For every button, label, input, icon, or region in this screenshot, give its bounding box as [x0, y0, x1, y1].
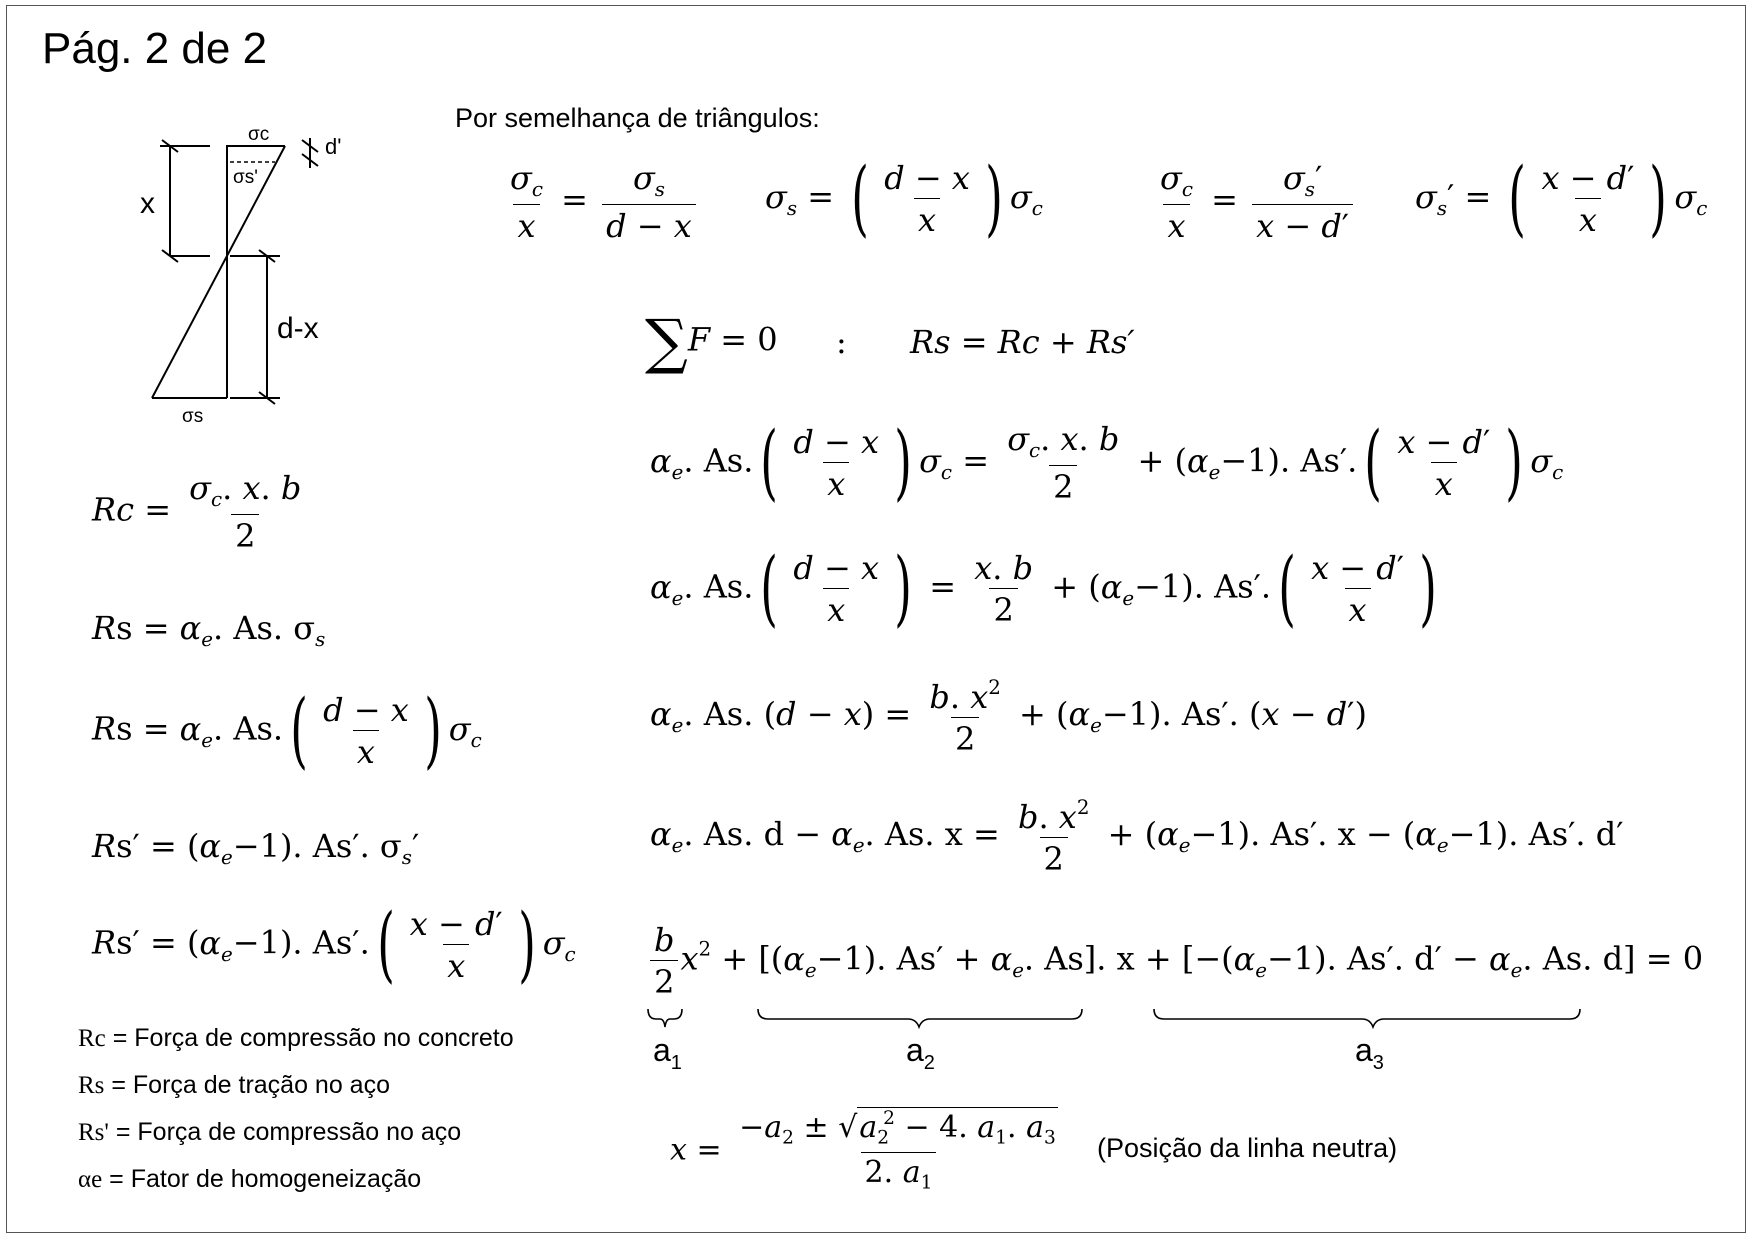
diagram-sigma-s-prime: σs'	[233, 167, 258, 188]
eq-separator: :	[836, 323, 847, 361]
eq-sum-forces: ∑F = 0	[645, 307, 778, 377]
diagram-sigma-c: σc	[248, 124, 270, 145]
legend-symbol: αe	[78, 1166, 103, 1193]
eq-sigma-ratio-1: $\frac{\sigma_c}{x}$ = $\frac{\sigma_s}{d - x}$	[502, 162, 700, 242]
eq-derivation-4: $\alpha_e$. As. $d - \alpha_e$. As. x = $\frac{b. x^2}{2}$ + $(\alpha_e-1)$. As′. $x - (\alpha_e-1)$. As′. d′	[650, 796, 1624, 878]
eq-rs-1: $Rs = \alpha_e$. As. $\sigma_s$	[92, 609, 326, 651]
eq-neutral-line-position: x = $\frac{-a_2 \pm √a_2^2 - 4. a_1. a_3}{2. a_1}$	[670, 1108, 1056, 1194]
eq-sigma-s: $\sigma_s$ = ( $\frac{d - x}{x}$ ) $\sigma_c$	[765, 151, 1043, 246]
legend-symbol: Rs'	[78, 1119, 109, 1146]
section-heading: Por semelhança de triângulos:	[455, 103, 820, 133]
underbraces	[640, 1005, 1640, 1035]
legend-item-rs	[78, 1071, 390, 1100]
eq-derivation-1: $\alpha_e$. As. ( $\frac{d - x}{x}$ ) $\sigma_c$ = $\frac{\sigma_c. x. b}{2}$ + $(\alpha_e-1)$. As′. ( $\frac{x - d'}{x}$ ) $\sigma_c$	[650, 415, 1564, 510]
brace-label-a2: $a_2$	[906, 1032, 935, 1074]
eq-rc: Rc = $\frac{\sigma_c. x. b}{2}$	[92, 469, 302, 555]
brace-label-a1: $a_1$	[653, 1032, 682, 1074]
legend-symbol: Rc	[78, 1025, 106, 1052]
legend-symbol: Rs	[78, 1072, 105, 1099]
eq-rs-balance: Rs = Rc + Rs′	[910, 323, 1135, 361]
eq-derivation-2: $\alpha_e$. As. ( $\frac{d - x}{x}$ ) = $\frac{x. b}{2}$ + $(\alpha_e-1)$. As′. ( $\frac{x - d'}{x}$ )	[650, 541, 1437, 636]
legend-text: = Força de compressão no aço	[108, 1118, 462, 1146]
eq-rs-prime-1: $Rs' = (\alpha_e-1)$. As′. $\sigma_s'$	[92, 827, 420, 869]
diagram-d-minus-x-label: d-x	[277, 312, 319, 345]
legend-text: = Fator de homogeneização	[102, 1165, 422, 1193]
legend-text: = Força de tração no aço	[104, 1071, 390, 1099]
legend-item-alpha-e	[78, 1165, 421, 1194]
legend-text: = Força de compressão no concreto	[105, 1024, 514, 1052]
diagram-d-prime: d'	[325, 134, 342, 159]
stress-diagram	[130, 120, 390, 430]
neutral-line-note: (Posição da linha neutra)	[1097, 1133, 1398, 1163]
eq-rs-prime-2: $Rs' = (\alpha_e-1)$. As′. ( $\frac{x - d'}{x}$ ) $\sigma_c$	[92, 897, 576, 992]
eq-rs-2: $Rs = \alpha_e$. As. ( $\frac{d - x}{x}$ ) $\sigma_c$	[92, 683, 482, 778]
eq-sigma-ratio-2: $\frac{\sigma_c}{x}$ = $\frac{\sigma_s'}{x - d'}$	[1152, 162, 1357, 242]
page-number: Pág. 2 de 2	[42, 24, 268, 73]
eq-quadratic: $\frac{b}{2}$ $x^2 + [(\alpha_e-1)$. $As' + \alpha_e$. As]. $x + [-(\alpha_e-1)$. As′. $d' - \alpha_e$. As. d] = 0	[650, 924, 1703, 998]
legend-item-rs-prime	[78, 1118, 461, 1147]
eq-sigma-s-prime: $\sigma_s'$ = ( $\frac{x - d'}{x}$ ) $\sigma_c$	[1415, 151, 1708, 246]
diagram-sigma-s: σs	[182, 406, 204, 427]
legend-item-rc	[78, 1024, 514, 1053]
eq-derivation-3: $\alpha_e$. As. (d − x) = $\frac{b. x^2}{2}$ + $(\alpha_e-1)$. As′. (x − d′)	[650, 676, 1367, 758]
brace-label-a3: $a_3$	[1355, 1032, 1384, 1074]
diagram-x-label: x	[140, 187, 155, 220]
